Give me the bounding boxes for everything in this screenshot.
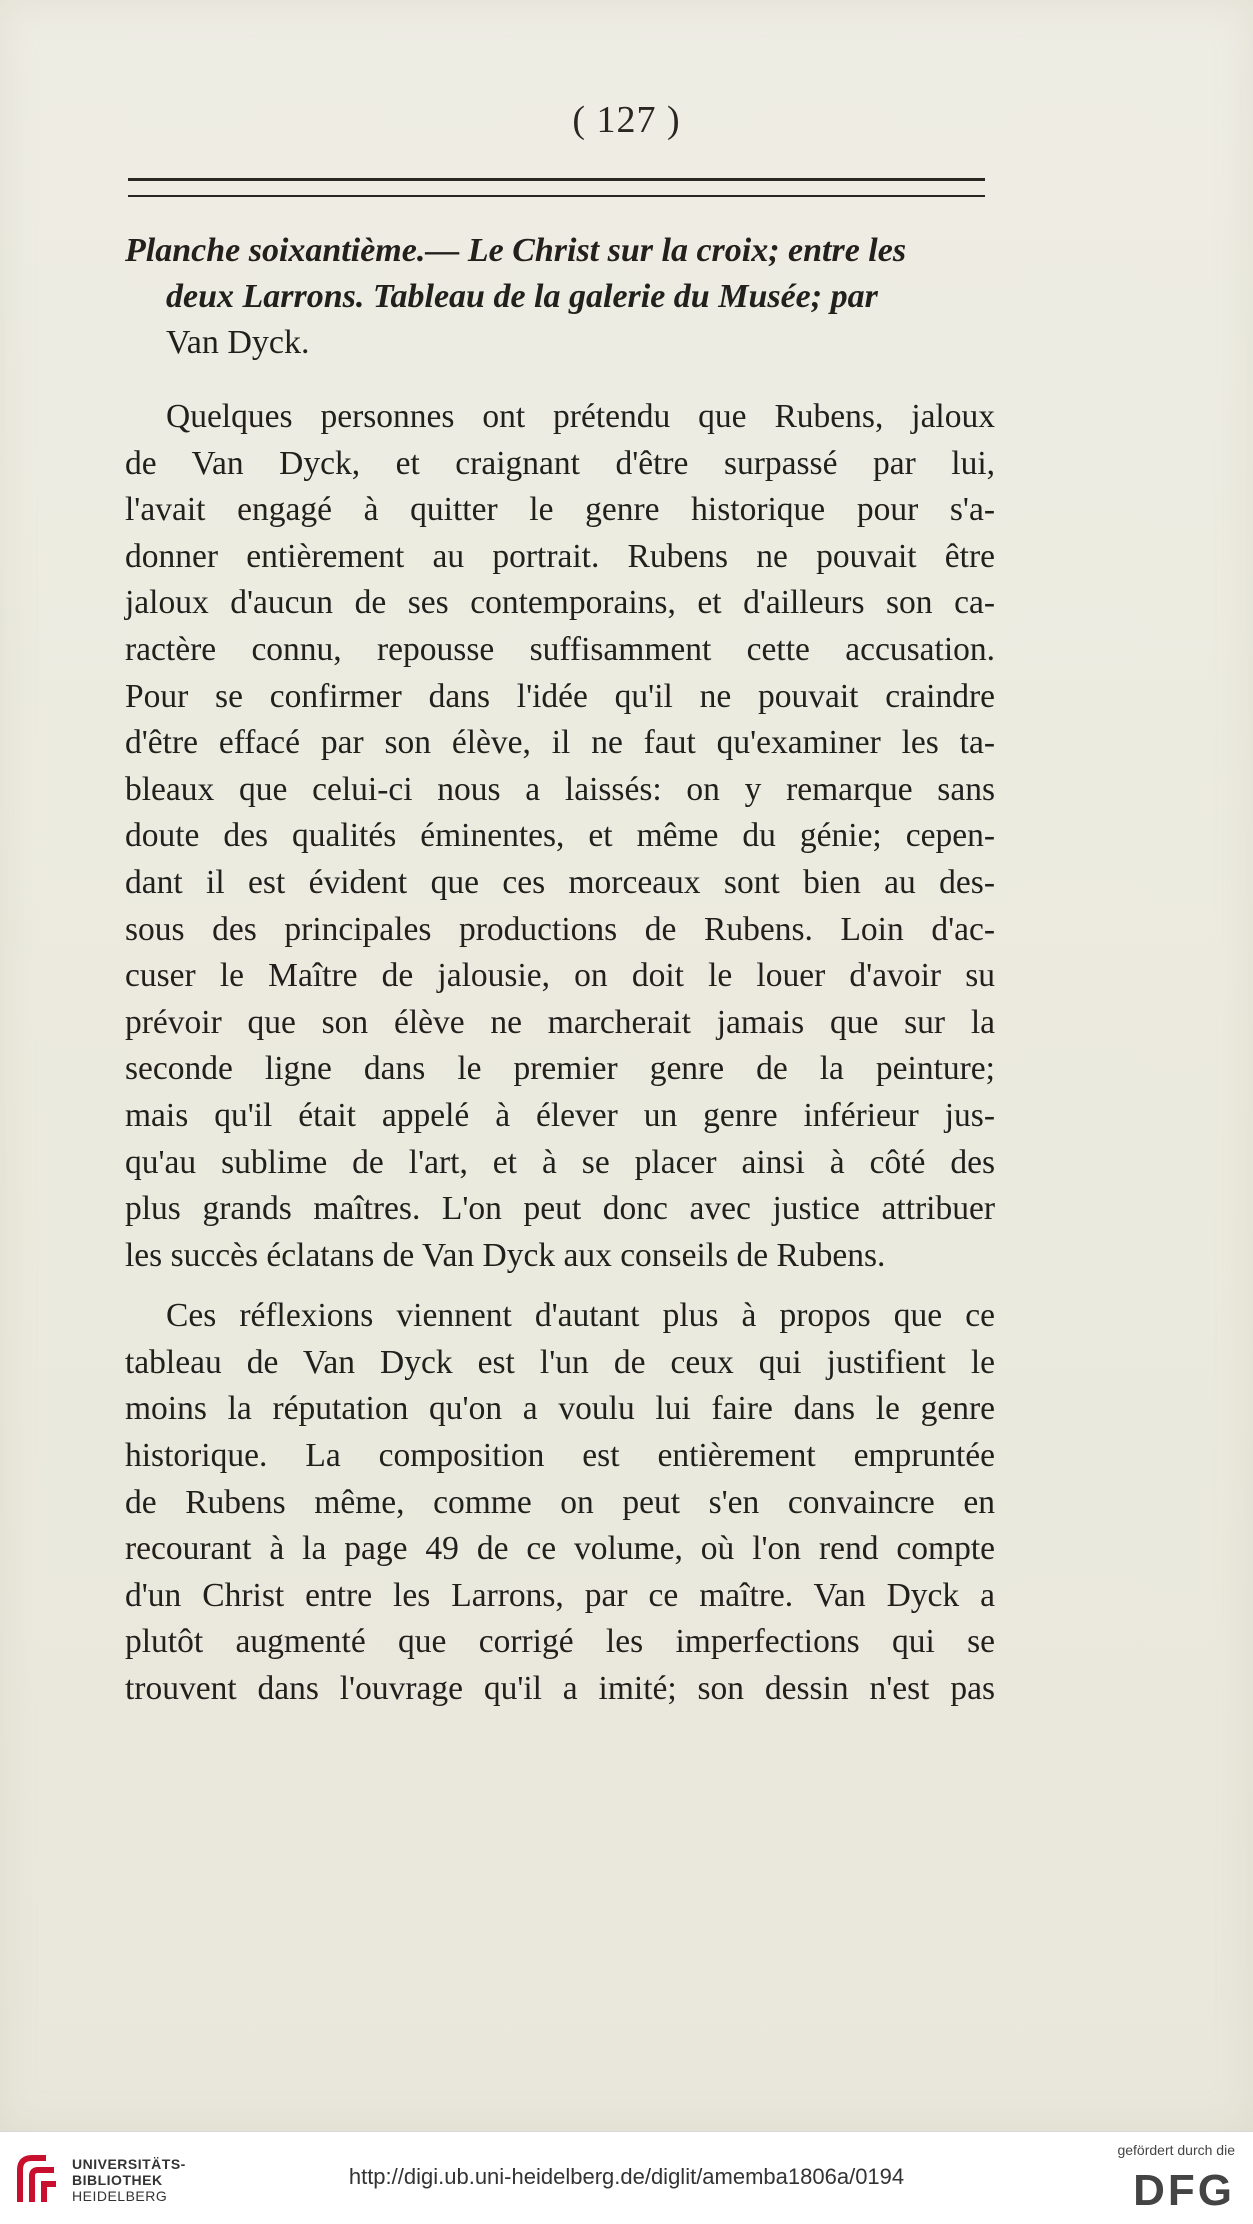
heading-line-1 (125, 228, 995, 274)
text-line: Ces réflexions viennent d'autant plus à propos que ce (166, 1297, 995, 1335)
text-line: de Rubens même, comme on peut s'en convaincre en (125, 1483, 995, 1521)
text-line: dant il est évident que ces morceaux sont bien au des- (125, 863, 995, 901)
paragraph-gap (125, 1279, 995, 1293)
text-line: d'un Christ entre les Larrons, par ce maître. Van Dyck a (125, 1576, 995, 1614)
header-rule-thick (128, 178, 985, 181)
heading-plate-label: Planche soixantième.— (125, 232, 460, 269)
text-line: mais qu'il était appelé à élever un genre inférieur jus- (125, 1096, 995, 1134)
text-line: Pour se confirmer dans l'idée qu'il ne pouvait craindre (125, 677, 995, 715)
text-line: bleaux que celui-ci nous a laissés: on y remarque sans (125, 770, 995, 808)
text-line: plutôt augmenté que corrigé les imperfections qui se (125, 1623, 995, 1661)
funded-by-label: gefördert durch die (1117, 2142, 1235, 2158)
text-line: donner entièrement au portrait. Rubens ne pouvait être (125, 537, 995, 575)
text-line: qu'au sublime de l'art, et à se placer ainsi à côté des (125, 1143, 995, 1181)
library-name: UNIVERSITÄTS- BIBLIOTHEK HEIDELBERG (72, 2156, 186, 2204)
heading-line-1-rest: Le Christ sur la croix; entre les (459, 232, 907, 269)
text-line: prévoir que son élève ne marcherait jamais que sur la (125, 1003, 995, 1041)
text-line: sous des principales productions de Rubens. Loin d'ac- (125, 910, 995, 948)
footer-bar (0, 2131, 1253, 2224)
source-url-link[interactable]: http://digi.ub.uni-heidelberg.de/diglit/amemba1806a/0194 (348, 2164, 905, 2189)
text-line: de Van Dyck, et craignant d'être surpassé par lui, (125, 444, 995, 482)
text-line: historique. La composition est entièrement empruntée (125, 1437, 995, 1475)
text-line: moins la réputation qu'on a voulu lui faire dans le genre (125, 1390, 995, 1428)
plate-heading (125, 228, 995, 366)
heading-line-2: deux Larrons. Tableau de la galerie du Musée; par (166, 278, 878, 315)
header-rule-thin (128, 195, 985, 197)
dfg-logo: DFG (1133, 2166, 1235, 2215)
text-line: tableau de Van Dyck est l'un de ceux qui justifient le (125, 1343, 995, 1381)
text-line: jaloux d'aucun de ses contemporains, et d'ailleurs son ca- (125, 584, 995, 622)
text-line: les succès éclatans de Van Dyck aux conseils de Rubens. (125, 1236, 886, 1274)
text-line: ractère connu, repousse suffisamment cette accusation. (125, 630, 995, 668)
heading-line-3: Van Dyck. (166, 324, 310, 361)
text-line: plus grands maîtres. L'on peut donc avec justice attribuer (125, 1190, 995, 1228)
text-line: seconde ligne dans le premier genre de la peinture; (125, 1050, 995, 1088)
text-line: trouvent dans l'ouvrage qu'il a imité; son dessin n'est pas (125, 1670, 995, 1708)
text-line: d'être effacé par son élève, il ne faut qu'examiner les ta- (125, 724, 995, 762)
page-number: ( 127 ) (572, 99, 681, 141)
text-line: l'avait engagé à quitter le genre historique pour s'a- (125, 491, 995, 529)
body-text (125, 394, 995, 1713)
text-line: cuser le Maître de jalousie, on doit le louer d'avoir su (125, 957, 995, 995)
text-line: doute des qualités éminentes, et même du génie; cepen- (125, 817, 995, 855)
text-line: recourant à la page 49 de ce volume, où l'on rend compte (125, 1530, 995, 1568)
text-line: Quelques personnes ont prétendu que Rubens, jaloux (166, 398, 995, 435)
